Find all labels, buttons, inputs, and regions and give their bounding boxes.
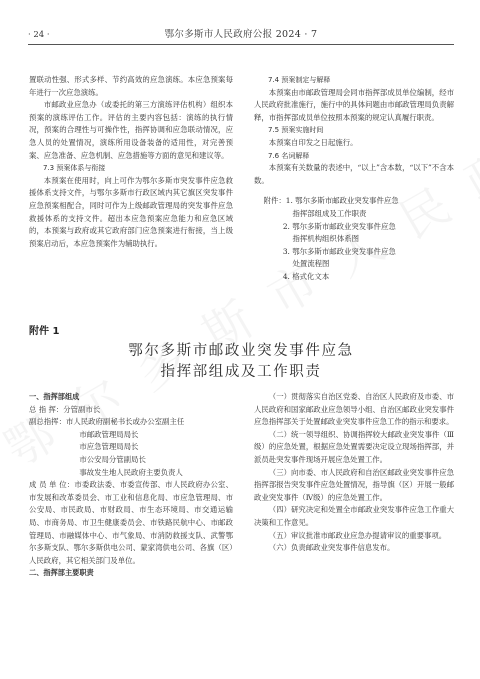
deputy-value-2: 市邮政管理局局长 [79,429,139,439]
page-header [28,27,454,43]
section-heading: 7.5 预案实施时间 [268,126,324,135]
left-column-bottom [29,391,233,580]
commander-row [29,404,233,417]
attachment-list-item: 4. 格式化文本 [282,271,330,281]
right-column-top [254,74,454,284]
members-value: 市委政法委、市委宣传部、市人民政府办公室、市发展和改革委员会、市工业和信息化局、市应急管理局、市公安局、市民政局、市财政局、市生态环境局、市交通运输局、市商务局、市卫生健康委员会、市铁路民航中心、市邮政管理局、市融媒体中心、市气象局、市消防救援支队、武警鄂尔多斯支队、鄂尔多斯供电公司、蒙家湾供电公司、各旗（区）人民政府，其它相关部门及单位。 [29,480,233,565]
left-column-top [29,74,233,250]
duty-item: （四）研究决定和处置全市邮政业突发事件应急工作重大决策和工作意见。 [254,505,454,527]
attachment-list-item: 3. 鄂尔多斯市邮政业突发事件应急 [282,246,396,256]
attachment-list-item: 2. 鄂尔多斯市邮政业突发事件应急 [282,221,396,231]
deputy-row [29,416,233,429]
commander-value: 分管副市长 [63,404,101,414]
duty-item: （一）贯彻落实自治区党委、自治区人民政府及市委、市人民政府和国家邮政业应急领导小组、自治区邮政业突发事件应急指挥部关于处置邮政业突发事件应急工作的指示和要求。 [254,392,454,427]
duty-item: （六）负责邮政业突发事件信息发布。 [268,543,395,553]
section-heading-composition: 一、指挥部组成 [29,392,80,401]
attachment-list-item-cont: 指挥部组成及工作职责 [292,208,367,218]
duty-item: （五）审议批准市邮政业应急办提请审议的重要事项。 [268,530,447,540]
commander-key: 总 指 挥： [29,404,64,414]
paragraph: 本预案有关数量的表述中，“以上”含本数，“以下”不含本数。 [254,163,454,185]
section-heading: 7.6 名词解释 [268,151,310,160]
spacer [254,187,454,195]
paragraph: 本预案由市邮政管理局会同市指挥部成员单位编制，经市人民政府批准施行，施行中的具体问题由市邮政管理局负责解释，市指挥部成员单位按照本预案的规定认真履行职责。 [254,87,454,122]
attachment-list-item: 附件：1. 鄂尔多斯市邮政业突发事件应急 [263,196,399,206]
attachment-list-item-cont: 处置流程图 [292,259,330,269]
section-heading: 7.3 预案体系与衔接 [43,164,106,173]
attachment-title-line1: 鄂尔多斯市邮政业突发事件应急 [128,343,354,359]
header-rule [28,44,454,45]
members-row [29,479,233,567]
paragraph: 市邮政业应急办（或委托的第三方演练评估机构）组织本预案的演练评估工作。评估的主要内容包括：演练的执行情况，预案的合理性与可操作性，指挥协调和应急联动情况，应急人员的处置情况，演练所用设备装备的适用性，对完善预案、应急准备、应急机制、应急措施等方面的意见和建议等。 [29,100,233,160]
duty-item: （三）向市委、市人民政府和自治区邮政业突发事件应急指挥部报告突发事件应急处置情况，指导旗（区）开展一般邮政业突发事件（Ⅳ级）的应急处置工作。 [254,467,454,502]
attachment-list-item-cont: 指挥机构组织体系图 [292,234,359,244]
attachment-label: 附件 1 [29,326,60,337]
members-key: 成 员 单 位： [29,480,75,490]
paragraph: 置联动性强、形式多样、节约高效的应急演练。本应急预案每年进行一次应急演练。 [29,75,233,97]
section-heading: 7.4 预案制定与解释 [268,76,331,84]
page-number: · 24 · [28,30,50,40]
deputy-value-3: 市应急管理局局长 [79,442,139,452]
paragraph: 本预案自印发之日起施行。 [268,137,358,147]
deputy-value-5: 事故发生地人民政府主要负责人 [79,467,183,477]
deputy-value-4: 市公安局分管副局长 [79,454,146,464]
duty-item: （二）统一领导组织、协调指挥较大邮政业突发事件（Ⅲ级）的应急处置，根据应急处置需要决定设立现场指挥部，并派员赴突发事件现场开展应急处置工作。 [254,429,454,464]
publication-title: 鄂尔多斯市人民政府公报 2024 · 7 [164,29,318,40]
right-column-bottom [254,391,454,555]
section-heading-duties: 二、指挥部主要职责 [29,568,94,578]
deputy-key: 副总指挥： [29,417,66,427]
attachment-title-line2: 指挥部组成及工作职责 [160,364,322,380]
paragraph: 本预案在使用时，向上可作为鄂尔多斯市突发事件应急救援体系支持文件，与鄂尔多斯市行政区域内其它旗区突发事件应急预案相配合，同时可作为上级邮政管理局的突发事件应急救援体系的支持文件。超出本应急预案应急能力和应急区域的，本预案与政府或其它政府部门应急预案进行衔接，当上级预案启动后，本应急预案作为辅助执行。 [29,175,233,248]
deputy-value-1: 市人民政府副秘书长或办公室副主任 [65,417,185,427]
